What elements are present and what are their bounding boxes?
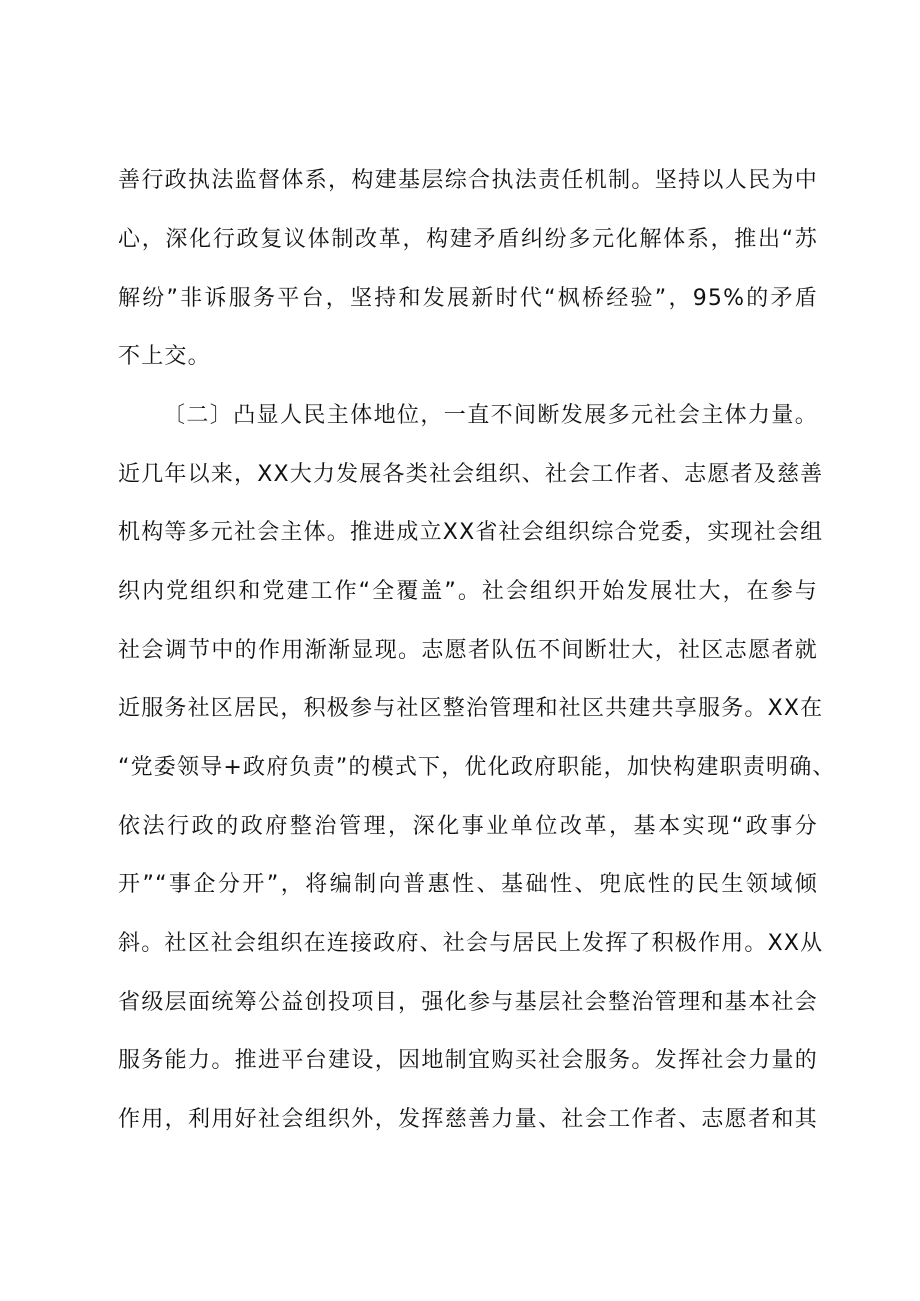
paragraph-line: 不上交。 (118, 344, 211, 369)
paragraph-line: “党委领导+政府负责”的模式下，优化政府职能，加快构建职责明确、 (118, 755, 836, 780)
paragraph-line: 依法行政的政府整治管理，深化事业单位改革，基本实现“政事分 (118, 814, 818, 839)
section-heading-line: 〔二〕凸显人民主体地位，一直不间断发展多元社会主体力量。 (163, 403, 818, 428)
paragraph-line: 社会调节中的作用渐渐显现。志愿者队伍不间断壮大，社区志愿者就 (118, 638, 818, 663)
paragraph-line: 机构等多元社会主体。推进成立XX省社会组织综合党委，实现社会组 (118, 520, 824, 545)
paragraph-line: 省级层面统筹公益创投项目，强化参与基层社会整治管理和基本社会 (118, 990, 818, 1015)
paragraph-line: 服务能力。推进平台建设，因地制宜购买社会服务。发挥社会力量的 (118, 1048, 818, 1073)
paragraph-line: 织内党组织和党建工作“全覆盖”。社会组织开始发展壮大，在参与 (118, 579, 818, 604)
paragraph-line: 斜。社区社会组织在连接政府、社会与居民上发挥了积极作用。XX从 (118, 931, 824, 956)
paragraph-line: 解纷”非诉服务平台，坚持和发展新时代“枫桥经验”，95%的矛盾 (118, 286, 818, 311)
paragraph-line: 近服务社区居民，积极参与社区整治管理和社区共建共享服务。XX在 (118, 696, 824, 721)
paragraph-line: 开”“事企分开”，将编制向普惠性、基础性、兜底性的民生领域倾 (118, 872, 818, 897)
paragraph-line: 作用，利用好社会组织外，发挥慈善力量、社会工作者、志愿者和其 (118, 1107, 818, 1132)
paragraph-line: 心，深化行政复议体制改革，构建矛盾纠纷多元化解体系，推出“苏 (118, 227, 818, 252)
paragraph-line: 近几年以来，XX大力发展各类社会组织、社会工作者、志愿者及慈善 (118, 462, 824, 487)
paragraph-line: 善行政执法监督体系，构建基层综合执法责任机制。坚持以人民为中 (118, 168, 818, 193)
